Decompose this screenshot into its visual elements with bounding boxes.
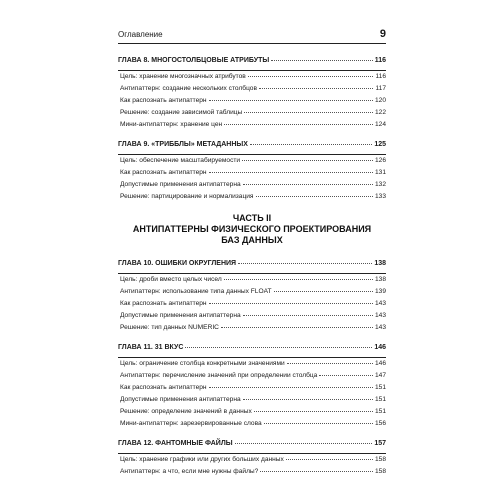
toc-section-entry[interactable] xyxy=(118,277,386,286)
chapter-page: 125 xyxy=(374,141,386,148)
leader-dots xyxy=(250,144,372,145)
chapter-9-entry[interactable] xyxy=(118,141,386,151)
section-title: Антипаттерн: а что, если мне нужны файлы? xyxy=(120,468,259,475)
section-title: Как распознать антипаттерн xyxy=(120,300,207,307)
section-page: 122 xyxy=(374,109,386,116)
part-heading xyxy=(118,213,386,246)
chapter-8-entry[interactable] xyxy=(118,57,386,67)
running-head-title: Оглавление xyxy=(118,30,163,39)
toc-section-entry[interactable] xyxy=(118,289,386,298)
section-page: 143 xyxy=(374,324,386,331)
page-number: 9 xyxy=(379,28,386,40)
toc-section-entry[interactable] xyxy=(118,325,386,334)
toc-section-entry[interactable] xyxy=(118,421,386,430)
leader-dots xyxy=(286,459,373,460)
toc-section-entry[interactable] xyxy=(118,74,386,83)
section-title: Мини-антипаттерн: зарезервированные слова xyxy=(120,420,262,427)
leader-dots xyxy=(224,279,373,280)
section-title: Допустимые применения антипаттерна xyxy=(120,181,241,188)
leader-dots xyxy=(238,263,372,264)
section-page: 143 xyxy=(374,312,386,319)
section-page: 156 xyxy=(374,420,386,427)
section-title: Цель: хранение графики или других больших данных xyxy=(120,456,284,463)
chapter-rule xyxy=(118,357,386,358)
leader-dots xyxy=(260,471,373,472)
toc-section-entry[interactable] xyxy=(118,110,386,119)
leader-dots xyxy=(224,124,373,125)
leader-dots xyxy=(271,60,373,61)
section-title: Решение: определение значений в данных xyxy=(120,408,252,415)
running-head xyxy=(118,28,386,40)
leader-dots xyxy=(256,196,373,197)
section-page: 116 xyxy=(375,73,386,80)
section-title: Цель: хранение многозначных атрибутов xyxy=(120,73,246,80)
toc-section-entry[interactable] xyxy=(118,361,386,370)
toc-section-entry[interactable] xyxy=(118,313,386,322)
section-title: Цель: ограничение столбца конкретными значениями xyxy=(120,360,285,367)
leader-dots xyxy=(243,315,373,316)
section-title: Как распознать антипаттерн xyxy=(120,97,207,104)
leader-dots xyxy=(243,184,373,185)
toc-section-entry[interactable] xyxy=(118,158,386,167)
section-page: 131 xyxy=(374,169,386,176)
toc-section-entry[interactable] xyxy=(118,409,386,418)
section-page: 151 xyxy=(374,408,386,415)
spacer xyxy=(118,430,386,440)
leader-dots xyxy=(243,399,373,400)
section-title: Цель: обеспечение масштабируемости xyxy=(120,157,241,164)
leader-dots xyxy=(185,347,372,348)
section-page: 124 xyxy=(374,121,386,128)
header-rule xyxy=(118,43,386,44)
leader-dots xyxy=(209,303,373,304)
section-title: Антипаттерн: создание нескольких столбцов xyxy=(120,85,257,92)
spacer xyxy=(118,131,386,141)
section-title: Допустимые применения антипаттерна xyxy=(120,396,241,403)
section-title: Решение: создание зависимой таблицы xyxy=(120,109,243,116)
chapter-rule xyxy=(118,70,386,71)
section-page: 120 xyxy=(374,97,386,104)
toc-section-entry[interactable] xyxy=(118,373,386,382)
toc-section-entry[interactable] xyxy=(118,385,386,394)
leader-dots xyxy=(274,291,373,292)
toc-section-entry[interactable] xyxy=(118,397,386,406)
leader-dots xyxy=(248,76,374,77)
chapter-title: ГЛАВА 8. МНОГОСТОЛБЦОВЫЕ АТРИБУТЫ xyxy=(118,57,270,64)
chapter-page: 157 xyxy=(374,440,386,447)
section-page: 143 xyxy=(374,300,386,307)
section-page: 146 xyxy=(374,360,386,367)
leader-dots xyxy=(235,443,373,444)
leader-dots xyxy=(209,387,373,388)
chapter-title: ГЛАВА 9. «ТРИББЛЫ» МЕТАДАННЫХ xyxy=(118,141,248,148)
section-page: 126 xyxy=(374,157,386,164)
section-page: 151 xyxy=(374,396,386,403)
toc-section-entry[interactable] xyxy=(118,182,386,191)
section-page: 138 xyxy=(374,276,386,283)
section-title: Как распознать антипаттерн xyxy=(120,169,207,176)
toc-section-entry[interactable] xyxy=(118,457,386,466)
chapter-page: 138 xyxy=(374,260,386,267)
section-title: Антипаттерн: перечисление значений при определении столбца xyxy=(120,372,318,379)
leader-dots xyxy=(259,88,374,89)
part-number: ЧАСТЬ II xyxy=(232,213,272,223)
toc-section-entry[interactable] xyxy=(118,122,386,131)
table-of-contents xyxy=(118,57,386,478)
chapter-11-entry[interactable] xyxy=(118,344,386,354)
toc-section-entry[interactable] xyxy=(118,170,386,179)
leader-dots xyxy=(209,100,373,101)
toc-section-entry[interactable] xyxy=(118,469,386,478)
section-page: 158 xyxy=(374,456,386,463)
leader-dots xyxy=(287,363,373,364)
leader-dots xyxy=(209,172,373,173)
toc-section-entry[interactable] xyxy=(118,301,386,310)
chapter-title: ГЛАВА 12. ФАНТОМНЫЕ ФАЙЛЫ xyxy=(118,440,233,447)
section-page: 132 xyxy=(374,181,386,188)
section-page: 147 xyxy=(374,372,386,379)
spacer xyxy=(118,334,386,344)
leader-dots xyxy=(319,375,373,376)
leader-dots xyxy=(244,112,373,113)
section-title: Допустимые применения антипаттерна xyxy=(120,312,241,319)
toc-section-entry[interactable] xyxy=(118,98,386,107)
part-title-line-2: БАЗ ДАННЫХ xyxy=(221,235,283,245)
leader-dots xyxy=(264,423,373,424)
toc-section-entry[interactable] xyxy=(118,86,386,95)
section-page: 133 xyxy=(374,193,386,200)
section-title: Как распознать антипаттерн xyxy=(120,384,207,391)
section-title: Цель: дроби вместо целых чисел xyxy=(120,276,222,283)
chapter-page: 116 xyxy=(374,57,386,64)
chapter-rule xyxy=(118,154,386,155)
chapter-rule xyxy=(118,273,386,274)
section-title: Антипаттерн: использование типа данных FLOAT xyxy=(120,288,272,295)
leader-dots xyxy=(254,411,373,412)
chapter-title: ГЛАВА 10. ОШИБКИ ОКРУГЛЕНИЯ xyxy=(118,260,237,267)
part-title-line-1: АНТИПАТТЕРНЫ ФИЗИЧЕСКОГО ПРОЕКТИРОВАНИЯ xyxy=(132,224,372,234)
section-title: Решение: партицирование и нормализация xyxy=(120,193,254,200)
leader-dots xyxy=(221,327,373,328)
chapter-title: ГЛАВА 11. 31 ВКУС xyxy=(118,344,184,351)
section-page: 158 xyxy=(374,468,386,475)
section-page: 139 xyxy=(374,288,386,295)
chapter-10-entry[interactable] xyxy=(118,260,386,270)
chapter-page: 146 xyxy=(374,344,386,351)
section-title: Решение: тип данных NUMERIC xyxy=(120,324,219,331)
section-page: 117 xyxy=(375,85,386,92)
chapter-rule xyxy=(118,453,386,454)
toc-section-entry[interactable] xyxy=(118,194,386,203)
section-title: Мини-антипаттерн: хранение цен xyxy=(120,121,223,128)
section-page: 151 xyxy=(374,384,386,391)
chapter-12-entry[interactable] xyxy=(118,440,386,450)
leader-dots xyxy=(242,160,373,161)
